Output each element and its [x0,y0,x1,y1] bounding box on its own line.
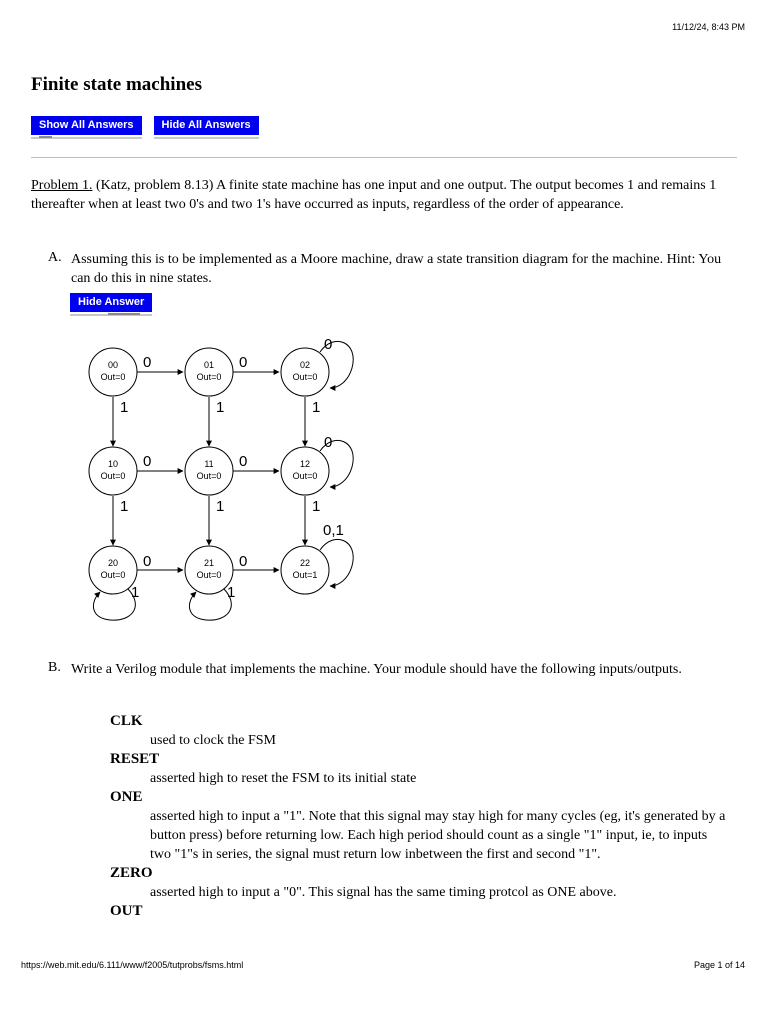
state-output: Out=0 [292,471,318,481]
state-id: 22 [299,558,311,568]
edge-label-10-11: 0 [143,453,152,470]
show-all-answers-label: Show All Answers [39,119,134,131]
button-underline [39,136,52,138]
signal-name: ONE [110,789,143,805]
answer-toolbar [31,116,259,137]
signal-description: asserted high to reset the FSM to its initial state [150,771,417,786]
state-12 [281,447,329,495]
page-title: Finite state machines [31,74,202,95]
state-output: Out=0 [292,372,318,382]
edge-label-12-22: 1 [312,498,321,515]
state-21 [185,546,233,594]
self-loop-label-02: 0 [324,336,333,353]
edge-label-02-12: 1 [312,399,321,416]
state-id: 21 [203,558,215,568]
state-22 [281,546,329,594]
self-loop-label-12: 0 [324,434,333,451]
self-loop-label-21: 1 [227,584,236,601]
edge-label-01-02: 0 [239,354,248,371]
state-id: 00 [107,360,119,370]
state-id: 20 [107,558,119,568]
footer-url: https://web.mit.edu/6.111/www/f2005/tutprobs/fsms.html [21,960,244,970]
state-output: Out=0 [196,471,222,481]
edge-label-10-20: 1 [120,498,129,515]
state-id: 02 [299,360,311,370]
self-loop-label-20: 1 [131,584,140,601]
edge-label-21-22: 0 [239,553,248,570]
state-id: 01 [203,360,215,370]
state-11 [185,447,233,495]
state-id: 11 [204,459,214,469]
signal-description: asserted high to input a "0". This signal has the same timing protcol as ONE above. [150,885,617,900]
hide-all-answers-label: Hide All Answers [161,119,251,131]
hide-answer-label: Hide Answer [78,296,145,308]
state-output: Out=0 [100,570,126,580]
signal-definition-list [110,712,731,921]
edge-label-11-21: 1 [216,498,225,515]
print-date: 11/12/24, 8:43 PM [672,22,745,32]
part-b-text: Write a Verilog module that implements the machine. Your module should have the following inputs/outputs. [71,662,682,677]
part-a-marker: A. [48,250,62,265]
signal-description: asserted high to input a "1". Note that this signal may stay high for many cycles (eg, it's generated by a button press) before returning low. Each high period should count as a single "1" input, ie, to inputs two "1"s in series, the signal must return low inbetween the first and second "1". [150,809,726,862]
state-00 [89,348,137,396]
edge-label-20-21: 0 [143,553,152,570]
page-number: Page 1 of 14 [693,960,745,970]
state-output: Out=1 [292,570,318,580]
state-output: Out=0 [100,471,126,481]
state-output: Out=0 [196,570,222,580]
edge-label-00-01: 0 [143,354,152,371]
state-id: 12 [299,459,311,469]
problem-1-statement [31,176,731,214]
self-loop-label-22: 0,1 [323,522,344,539]
hide-all-answers-button[interactable] [154,116,259,137]
button-underline [108,313,140,315]
horizontal-divider [31,157,737,158]
state-transition-diagram [84,330,374,630]
hide-answer-button[interactable] [70,293,152,314]
problem-1-text: (Katz, problem 8.13) A finite state machine has one input and one output. The output becomes 1 and remains 1 thereafter when at least two 0's and two 1's have occurred as inputs, regardless of the order of appearance. [31,178,717,212]
edge-label-00-10: 1 [120,399,129,416]
state-02 [281,348,329,396]
problem-1-link[interactable]: Problem 1. [31,178,93,193]
state-id: 10 [107,459,119,469]
signal-name: OUT [110,903,143,919]
state-20 [89,546,137,594]
edge-label-01-11: 1 [216,399,225,416]
signal-description: used to clock the FSM [150,733,276,748]
edge-label-11-12: 0 [239,453,248,470]
part-a-text: Assuming this is to be implemented as a Moore machine, draw a state transition diagram for the machine. Hint: You can do this in nine states. [71,252,722,286]
part-b-marker: B. [48,660,61,675]
state-output: Out=0 [100,372,126,382]
state-output: Out=0 [196,372,222,382]
show-all-answers-button[interactable] [31,116,142,137]
signal-name: RESET [110,751,160,767]
signal-name: CLK [110,713,143,729]
state-10 [89,447,137,495]
signal-name: ZERO [110,865,153,881]
state-01 [185,348,233,396]
